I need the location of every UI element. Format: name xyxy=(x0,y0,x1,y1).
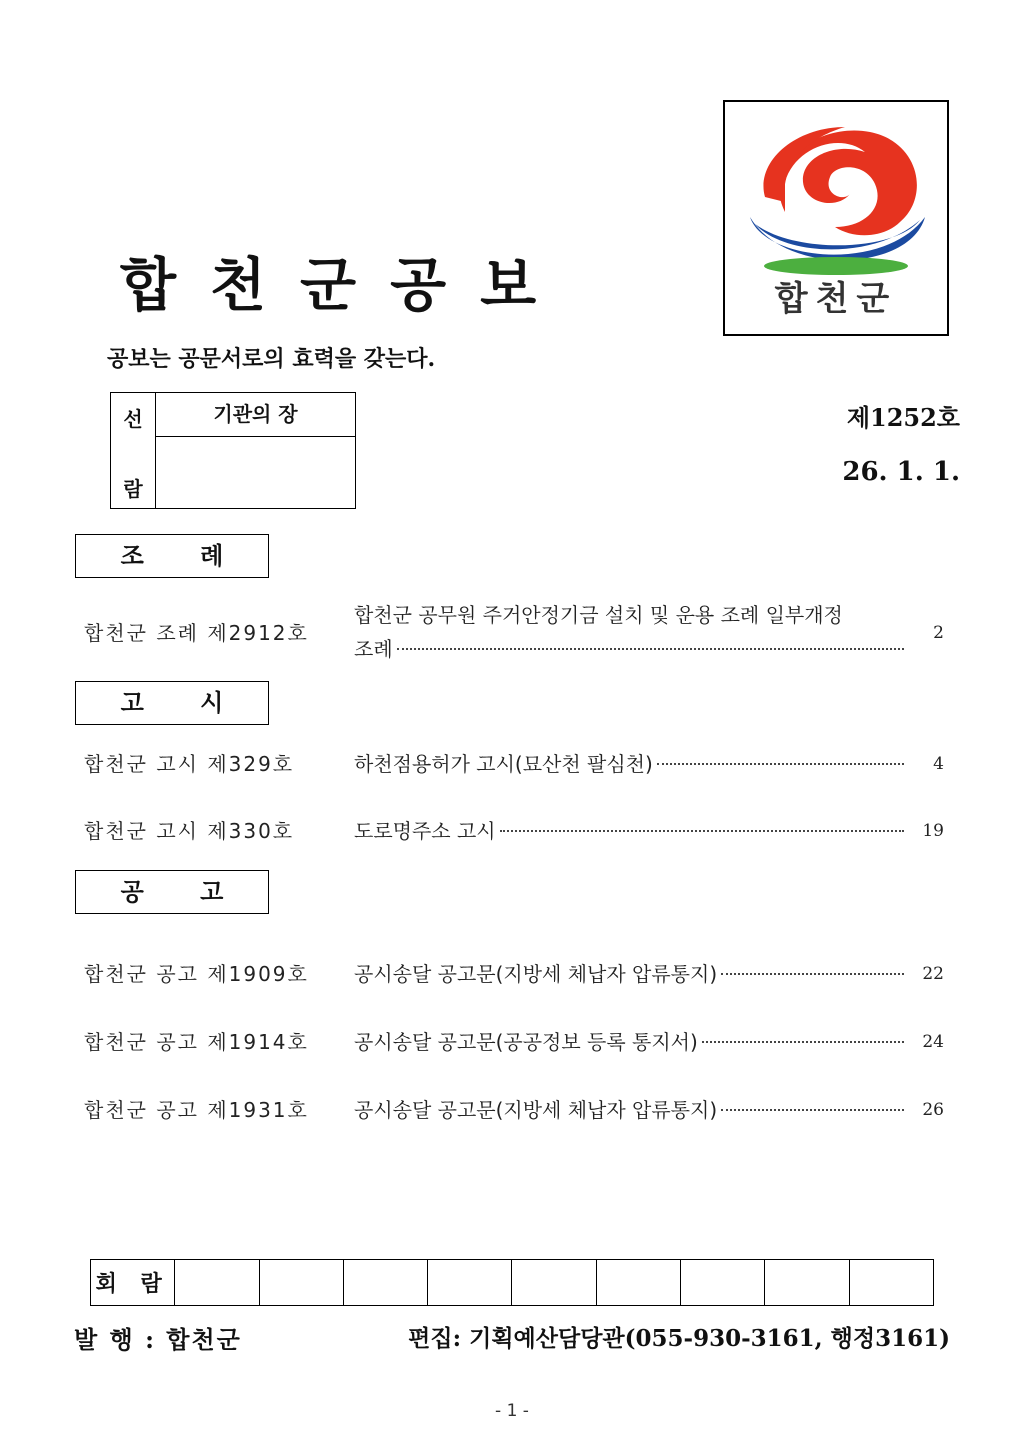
dot-leader xyxy=(500,830,904,832)
publisher: 발 행 : 합천군 xyxy=(74,1325,242,1354)
issue-number: 제1252호 xyxy=(846,403,960,432)
toc-entry[interactable] xyxy=(84,814,944,848)
toc-entry[interactable] xyxy=(84,747,944,781)
circulation-cell xyxy=(174,1260,258,1305)
toc-entry[interactable] xyxy=(84,1093,944,1127)
entry-desc-text: 조례 xyxy=(354,637,393,661)
circulation-cell xyxy=(343,1260,427,1305)
entry-page: 19 xyxy=(922,821,944,841)
circulation-cell xyxy=(680,1260,764,1305)
entry-desc-text: 공시송달 공고문(지방세 체납자 압류통지) xyxy=(354,962,718,986)
entry-page: 22 xyxy=(922,964,944,984)
approval-head: 기관의 장 xyxy=(156,393,355,437)
county-logo xyxy=(723,100,949,336)
circulation-table xyxy=(90,1259,934,1306)
section-heading-announcement: 공 고 xyxy=(75,870,269,914)
circulation-cell xyxy=(259,1260,343,1305)
dot-leader xyxy=(397,648,904,650)
gazette-title: 합천군공보 xyxy=(120,251,571,319)
dot-leader xyxy=(657,763,904,765)
approval-box-side xyxy=(111,393,156,508)
toc-entry[interactable] xyxy=(84,1025,944,1059)
entry-page: 2 xyxy=(933,623,944,643)
circulation-cell xyxy=(764,1260,848,1305)
gazette-subtitle: 공보는 공문서로의 효력을 갖는다. xyxy=(107,346,436,372)
hapcheon-emblem-icon xyxy=(725,102,947,334)
approval-box xyxy=(110,392,356,509)
dot-leader xyxy=(702,1041,904,1043)
entry-page: 26 xyxy=(922,1100,944,1120)
circulation-cell xyxy=(596,1260,680,1305)
entry-ref: 합천군 공고 제1909호 xyxy=(84,962,309,986)
entry-desc-line2 xyxy=(354,632,904,666)
dot-leader xyxy=(721,1109,904,1111)
entry-desc-text: 공시송달 공고문(공공정보 등록 통지서) xyxy=(354,1030,698,1054)
entry-ref: 합천군 공고 제1931호 xyxy=(84,1098,309,1122)
entry-ref: 합천군 조례 제2912호 xyxy=(84,621,309,645)
issue-date: 26. 1. 1. xyxy=(842,457,960,487)
entry-ref: 합천군 공고 제1914호 xyxy=(84,1030,309,1054)
entry-page: 24 xyxy=(922,1032,944,1052)
circulation-cell xyxy=(511,1260,595,1305)
toc-entry[interactable] xyxy=(84,957,944,991)
entry-desc-text: 합천군 공무원 주거안정기금 설치 및 운용 조례 일부개정 xyxy=(354,603,843,627)
entry-desc-text: 하천점용허가 고시(묘산천 팔심천) xyxy=(354,752,653,776)
page-number: - 1 - xyxy=(495,1401,529,1421)
entry-ref: 합천군 고시 제329호 xyxy=(84,752,295,776)
entry-desc-line1 xyxy=(354,598,904,632)
approval-side-top: 선 xyxy=(123,407,143,431)
toc-entry[interactable] xyxy=(84,598,944,668)
entry-page: 4 xyxy=(933,754,944,774)
circulation-cell xyxy=(427,1260,511,1305)
section-heading-ordinance: 조 례 xyxy=(75,534,269,578)
approval-side-bottom: 람 xyxy=(123,477,143,501)
section-heading-notice: 고 시 xyxy=(75,681,269,725)
circulation-cell xyxy=(849,1260,933,1305)
circulation-label: 회 람 xyxy=(95,1271,170,1297)
entry-desc xyxy=(354,598,904,666)
entry-desc-text: 도로명주소 고시 xyxy=(354,819,496,843)
editor-contact: 편집: 기획예산담당관(055-930-3161, 행정3161) xyxy=(408,1325,950,1352)
logo-text: 합천군 xyxy=(774,279,898,319)
dot-leader xyxy=(721,973,904,975)
entry-desc-text: 공시송달 공고문(지방세 체납자 압류통지) xyxy=(354,1098,718,1122)
entry-ref: 합천군 고시 제330호 xyxy=(84,819,295,843)
